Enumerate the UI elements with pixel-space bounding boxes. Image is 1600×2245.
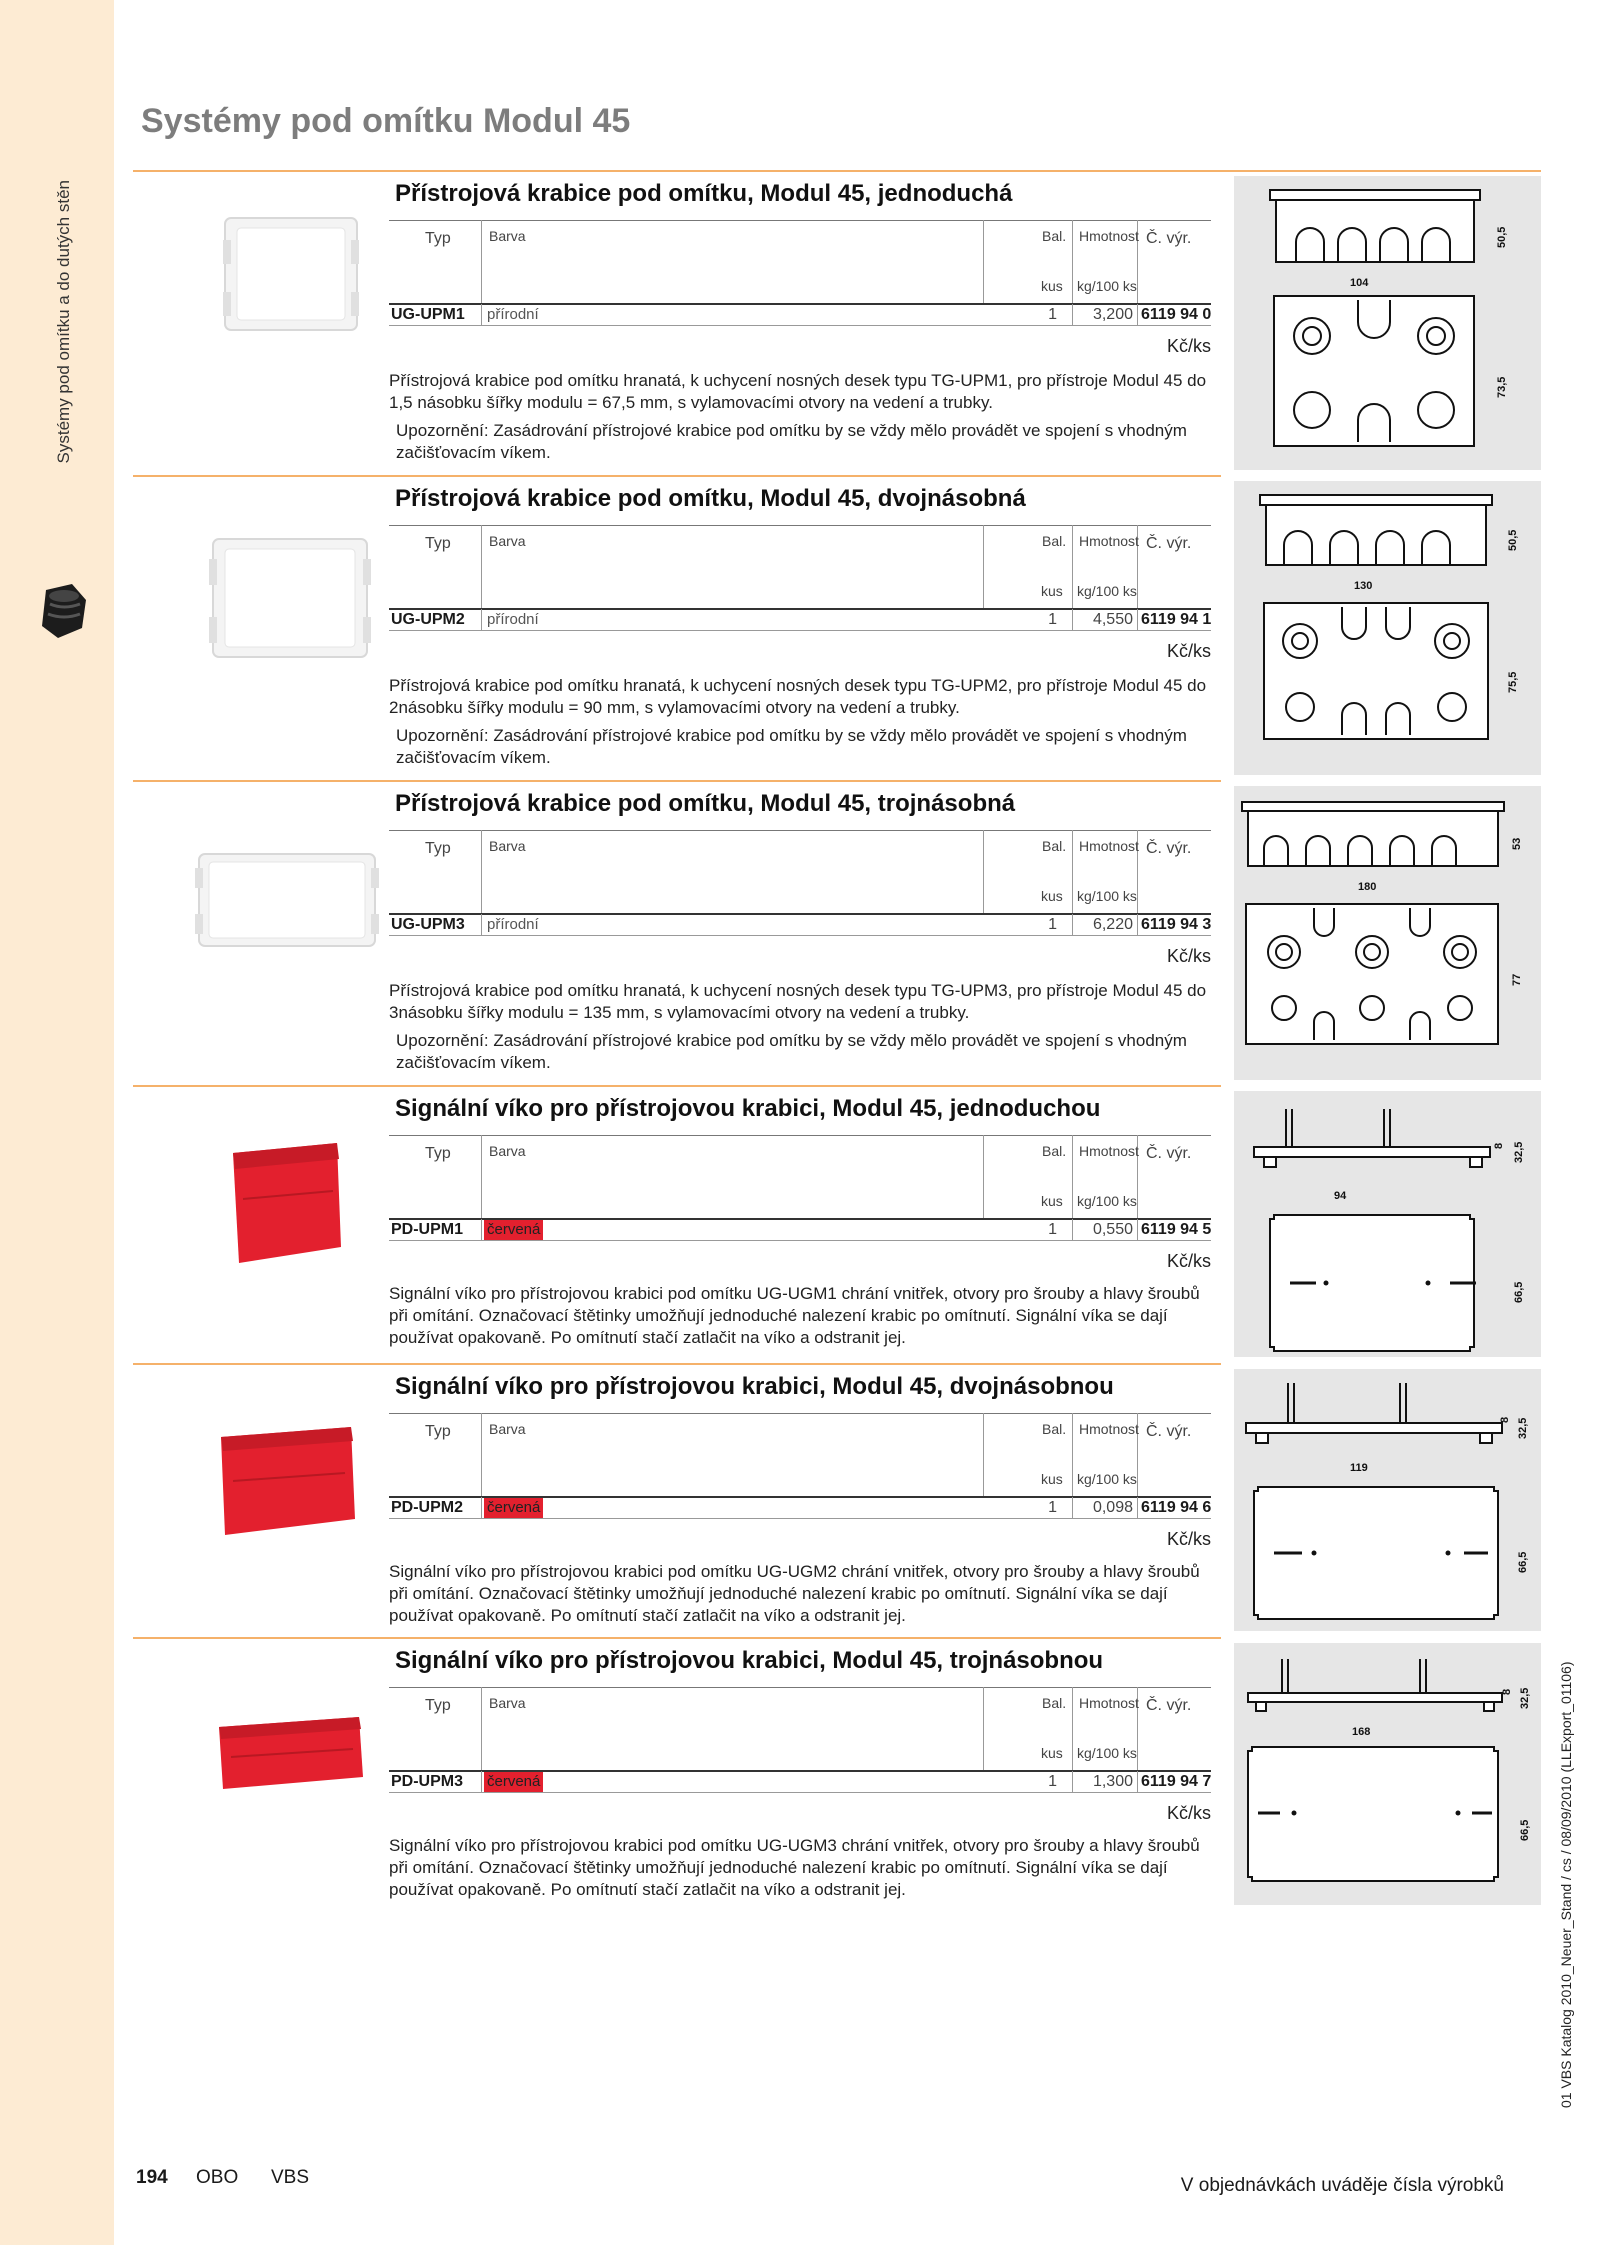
header-weight: Hmotnost (1079, 1695, 1139, 1711)
footer-brand: OBO (196, 2167, 239, 2188)
header-type: Typ (425, 1145, 451, 1162)
product-title: Přístrojová krabice pod omítku, Modul 45, trojnásobná (395, 790, 1016, 817)
product-color: červená (484, 1772, 543, 1792)
product-color: červená (484, 1220, 543, 1240)
technical-drawing (1234, 786, 1541, 1080)
header-color: Barva (489, 1421, 526, 1437)
dim-width: 119 (1350, 1462, 1368, 1474)
header-code: Č. výr. (1146, 230, 1192, 247)
product-weight: 6,220 (1092, 916, 1133, 933)
technical-drawing (1234, 481, 1541, 775)
price-unit: Kč/ks (1166, 1803, 1211, 1823)
footer-note: V objednávkách uváděje čísla výrobků (1180, 2175, 1504, 2196)
dim-depth: 66,5 (1513, 1281, 1525, 1303)
connector-icon (36, 582, 90, 640)
header-weight-unit: kg/100 ks (1077, 1471, 1137, 1487)
header-weight: Hmotnost (1079, 1143, 1139, 1159)
product-ug-upm3 (133, 780, 1541, 1085)
dim-width: 130 (1354, 580, 1373, 592)
product-table-header (389, 1135, 1211, 1219)
header-pack: Bal. (1042, 228, 1067, 244)
header-weight-unit: kg/100 ks (1077, 1745, 1137, 1761)
product-type: UG-UPM1 (391, 306, 465, 323)
dim-width: 94 (1334, 1190, 1347, 1202)
header-weight: Hmotnost (1079, 228, 1139, 244)
product-code: 6119 94 1 (1141, 611, 1212, 628)
product-code: 6119 94 5 (1141, 1221, 1212, 1238)
header-code: Č. výr. (1146, 840, 1192, 857)
product-weight: 1,300 (1092, 1773, 1133, 1790)
dim-width: 180 (1358, 881, 1377, 893)
product-color: červená (484, 1498, 543, 1518)
product-title: Přístrojová krabice pod omítku, Modul 45, dvojnásobná (395, 485, 1026, 512)
product-photo (163, 1139, 413, 1269)
header-pack-unit: kus (1041, 583, 1063, 599)
product-type: UG-UPM2 (391, 611, 465, 628)
technical-drawing (1234, 1369, 1541, 1631)
product-ug-upm2 (133, 475, 1541, 780)
product-table-header (389, 525, 1211, 609)
dim-height: 32,5 (1519, 1687, 1531, 1709)
page-title: Systémy pod omítku Modul 45 (141, 102, 631, 140)
product-photo (163, 1697, 413, 1817)
product-photo (163, 517, 413, 687)
price-unit: Kč/ks (1166, 336, 1211, 356)
header-type: Typ (425, 1697, 451, 1714)
catalog-export-note: 01 VBS Katalog 2010_Neuer_Stand / cs / 08/09/2010 (LLExport_01106) (1558, 1661, 1574, 2108)
header-code: Č. výr. (1146, 1423, 1192, 1440)
product-pd-upm3 (133, 1637, 1541, 1911)
header-weight: Hmotnost (1079, 1421, 1139, 1437)
page-number: 194 (136, 2167, 168, 2188)
product-pd-upm2 (133, 1363, 1541, 1637)
footer-section: VBS (271, 2167, 310, 2188)
price-unit: Kč/ks (1166, 946, 1211, 966)
header-pack-unit: kus (1041, 1471, 1063, 1487)
dim-width: 168 (1352, 1726, 1371, 1738)
header-pack-unit: kus (1041, 278, 1063, 294)
product-table-header (389, 220, 1211, 304)
technical-drawing (1234, 1643, 1541, 1905)
product-row (389, 609, 1211, 631)
dim-lip: 8 (1493, 1142, 1505, 1149)
header-pack: Bal. (1042, 838, 1067, 854)
product-note: Upozornění: Zasádrování přístrojové krabice pod omítku by se vždy mělo provádět ve spojení s vhodným začišťovacím víkem. (396, 421, 1187, 462)
header-weight-unit: kg/100 ks (1077, 278, 1137, 294)
product-pack: 1 (1048, 1221, 1057, 1238)
product-description: Signální víko pro přístrojovou krabici pod omítku UG-UGM2 chrání vnitřek, otvory pro šrouby a hlavy šroubů při omítání. Označovací štětinky umožňují jednoduché nalezení krabic po omítnutí. Signální víka se dají používat opakovaně. Po omítnutí stačí zatlačit na víko a odstranit jej. (389, 1562, 1200, 1625)
header-weight: Hmotnost (1079, 533, 1139, 549)
product-title: Signální víko pro přístrojovou krabici, Modul 45, trojnásobnou (395, 1647, 1104, 1674)
header-pack: Bal. (1042, 533, 1067, 549)
header-type: Typ (425, 230, 451, 247)
product-weight: 4,550 (1092, 611, 1133, 628)
product-weight: 0,098 (1092, 1499, 1133, 1516)
header-color: Barva (489, 1695, 526, 1711)
header-type: Typ (425, 1423, 451, 1440)
side-section-label: Systémy pod omítku a do dutých stěn (54, 180, 73, 464)
product-type: UG-UPM3 (391, 916, 465, 933)
product-ug-upm1 (133, 170, 1541, 475)
product-title: Signální víko pro přístrojovou krabici, Modul 45, dvojnásobnou (395, 1373, 1114, 1400)
header-type: Typ (425, 535, 451, 552)
product-note: Upozornění: Zasádrování přístrojové krabice pod omítku by se vždy mělo provádět ve spojení s vhodným začišťovacím víkem. (396, 726, 1187, 767)
dim-lip: 8 (1499, 1416, 1511, 1423)
header-color: Barva (489, 838, 526, 854)
product-code: 6119 94 0 (1141, 306, 1212, 323)
dim-lip: 8 (1501, 1688, 1513, 1695)
product-pack: 1 (1048, 611, 1057, 628)
header-weight-unit: kg/100 ks (1077, 1193, 1137, 1209)
dim-depth: 66,5 (1517, 1551, 1529, 1573)
product-color: přírodní (487, 611, 539, 628)
header-pack-unit: kus (1041, 1745, 1063, 1761)
price-unit: Kč/ks (1166, 1529, 1211, 1549)
product-photo (163, 824, 413, 974)
technical-drawing (1234, 176, 1541, 470)
product-pack: 1 (1048, 916, 1057, 933)
product-type: PD-UPM1 (391, 1221, 464, 1238)
header-code: Č. výr. (1146, 535, 1192, 552)
price-unit: Kč/ks (1166, 1251, 1211, 1271)
dim-depth: 73,5 (1496, 376, 1508, 398)
header-color: Barva (489, 1143, 526, 1159)
header-code: Č. výr. (1146, 1145, 1192, 1162)
dim-width: 104 (1350, 277, 1369, 289)
product-table-header (389, 830, 1211, 914)
product-pack: 1 (1048, 1773, 1057, 1790)
header-code: Č. výr. (1146, 1697, 1192, 1714)
product-weight: 3,200 (1092, 306, 1133, 323)
product-note: Upozornění: Zasádrování přístrojové krabice pod omítku by se vždy mělo provádět ve spojení s vhodným začišťovacím víkem. (396, 1031, 1187, 1072)
header-pack: Bal. (1042, 1695, 1067, 1711)
product-code: 6119 94 3 (1141, 916, 1212, 933)
product-row (389, 1497, 1211, 1519)
header-color: Barva (489, 533, 526, 549)
product-code: 6119 94 6 (1141, 1499, 1212, 1516)
product-pack: 1 (1048, 306, 1057, 323)
product-photo (163, 1419, 413, 1549)
product-table-header (389, 1687, 1211, 1771)
dim-depth: 66,5 (1519, 1819, 1531, 1841)
product-description: Přístrojová krabice pod omítku hranatá, k uchycení nosných desek typu TG-UPM2, pro přístroje Modul 45 do 2násobku šířky modulu = 90 mm, s vylamovacími otvory na vedení a trubky. (389, 676, 1207, 717)
header-pack: Bal. (1042, 1421, 1067, 1437)
header-pack-unit: kus (1041, 1193, 1063, 1209)
product-color: přírodní (487, 916, 539, 933)
product-description: Přístrojová krabice pod omítku hranatá, k uchycení nosných desek typu TG-UPM1, pro přístroje Modul 45 do 1,5 násobku šířky modulu = 67,5 mm, s vylamovacími otvory na vedení a trubky. (389, 371, 1207, 412)
product-title: Signální víko pro přístrojovou krabici, Modul 45, jednoduchou (395, 1095, 1101, 1122)
header-pack-unit: kus (1041, 888, 1063, 904)
technical-drawing (1234, 1091, 1541, 1357)
dim-height: 32,5 (1517, 1417, 1529, 1439)
header-weight: Hmotnost (1079, 838, 1139, 854)
product-weight: 0,550 (1092, 1221, 1133, 1238)
product-description: Signální víko pro přístrojovou krabici pod omítku UG-UGM3 chrání vnitřek, otvory pro šrouby a hlavy šroubů při omítání. Označovací štětinky umožňují jednoduché nalezení krabic po omítnutí. Signální víka se dají používat opakovaně. Po omítnutí stačí zatlačit na víko a odstranit jej. (389, 1836, 1200, 1899)
dim-depth: 77 (1511, 973, 1523, 986)
dim-height: 50,5 (1496, 226, 1508, 248)
product-row (389, 1771, 1211, 1793)
dim-depth: 75,5 (1507, 671, 1519, 693)
header-weight-unit: kg/100 ks (1077, 583, 1137, 599)
product-code: 6119 94 7 (1141, 1773, 1212, 1790)
product-color: přírodní (487, 306, 539, 323)
product-pack: 1 (1048, 1499, 1057, 1516)
product-row (389, 1219, 1211, 1241)
header-pack: Bal. (1042, 1143, 1067, 1159)
product-description: Signální víko pro přístrojovou krabici pod omítku UG-UGM1 chrání vnitřek, otvory pro šrouby a hlavy šroubů při omítání. Označovací štětinky umožňují jednoduché nalezení krabic po omítnutí. Signální víka se dají používat opakovaně. Po omítnutí stačí zatlačit na víko a odstranit jej. (389, 1284, 1200, 1347)
dim-height: 32,5 (1513, 1141, 1525, 1163)
product-title: Přístrojová krabice pod omítku, Modul 45, jednoduchá (395, 180, 1013, 207)
product-table-header (389, 1413, 1211, 1497)
header-type: Typ (425, 840, 451, 857)
product-pd-upm1 (133, 1085, 1541, 1363)
product-photo (163, 200, 413, 360)
dim-height: 50,5 (1507, 529, 1519, 551)
dim-height: 53 (1511, 837, 1523, 850)
product-row (389, 304, 1211, 326)
product-type: PD-UPM3 (391, 1773, 464, 1790)
product-row (389, 914, 1211, 936)
header-color: Barva (489, 228, 526, 244)
product-type: PD-UPM2 (391, 1499, 464, 1516)
price-unit: Kč/ks (1166, 641, 1211, 661)
product-description: Přístrojová krabice pod omítku hranatá, k uchycení nosných desek typu TG-UPM3, pro přístroje Modul 45 do 3násobku šířky modulu = 135 mm, s vylamovacími otvory na vedení a trubky. (389, 981, 1207, 1022)
header-weight-unit: kg/100 ks (1077, 888, 1137, 904)
